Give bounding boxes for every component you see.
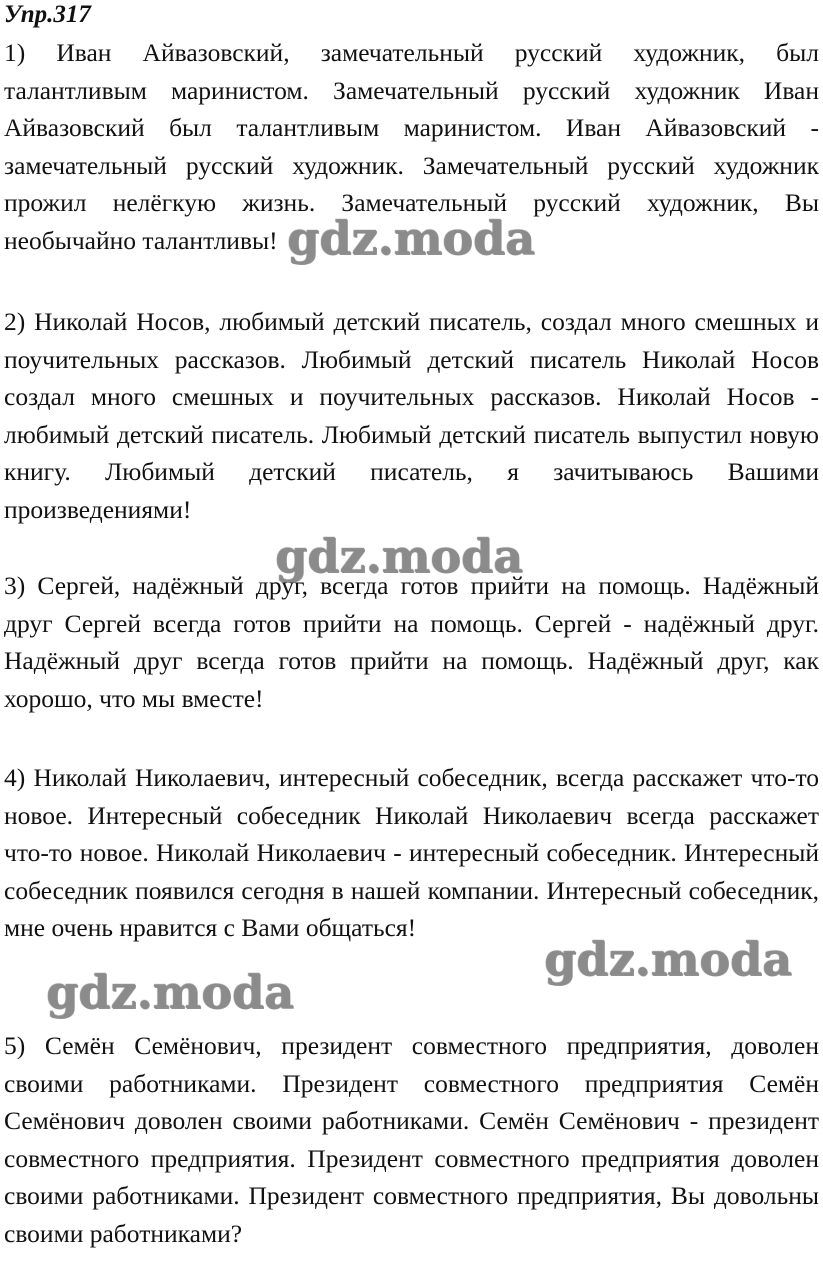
watermark: gdz.moda	[544, 932, 792, 986]
paragraph-4: 4) Николай Николаевич, интересный собеседник, всегда расскажет что-то новое. Интересный собеседник Николай Николаевич всегда расскажет что-то новое. Николай Николаевич - интересный собеседник. Интересный собеседник появился сегодня в нашей компании. Интересный собеседник, мне очень нравится с Вами общаться!	[4, 763, 819, 943]
watermark: gdz.moda	[287, 211, 535, 265]
paragraph-2: 2) Николай Носов, любимый детский писатель, создал много смешных и поучительных рассказов. Любимый детский писатель Николай Носов создал много смешных и поучительных рассказов. Николай Носов - любимый детский писатель. Любимый детский писатель выпустил новую книгу. Любимый детский писатель, я зачитываюсь Вашими произведениями!	[4, 307, 819, 524]
paragraph-3: 3) Сергей, надёжный друг, всегда готов прийти на помощь. Надёжный друг Сергей всегда готов прийти на помощь. Сергей - надёжный друг. Надёжный друг всегда готов прийти на помощь. Надёжный друг, как хорошо, что мы вместе!	[4, 571, 819, 713]
watermark: gdz.moda	[275, 529, 523, 583]
paragraph-1: 1) Иван Айвазовский, замечательный русский художник, был талантливым маринистом. Замечательный русский художник Иван Айвазовский был талантливым маринистом. Иван Айвазовский - замечательный русский художник. Замечательный русский художник прожил нелёгкую жизнь. Замечательный русский художник, Вы необычайно талантливы!	[4, 38, 819, 255]
exercise-title: Упр.317	[4, 1, 91, 28]
paragraph-5: 5) Семён Семёнович, президент совместного предприятия, доволен своими работниками. Президент совместного предприятия Семён Семёнович доволен своими работниками. Семён Семёнович - президент совместного предприятия. Президент совместного предприятия доволен своими работниками. Президент совместного предприятия, Вы довольны своими работниками?	[4, 1031, 819, 1248]
watermark: gdz.moda	[46, 965, 294, 1019]
